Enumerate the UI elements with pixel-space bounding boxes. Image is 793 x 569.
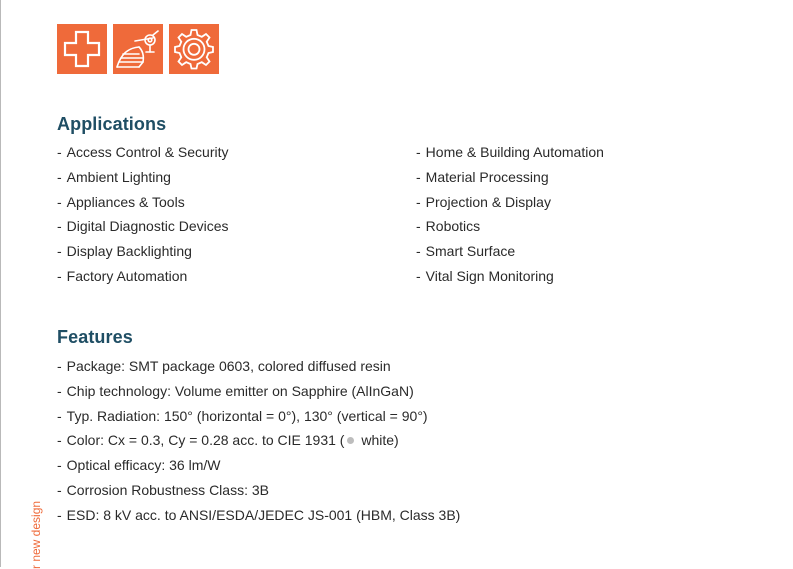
list-item: - Typ. Radiation: 150° (horizontal = 0°), 130° (vertical = 90°) xyxy=(57,407,428,424)
list-item: - Factory Automation xyxy=(57,267,188,284)
list-item: - Appliances & Tools xyxy=(57,193,185,210)
automotive-icon xyxy=(113,24,163,74)
list-item: - Access Control & Security xyxy=(57,144,229,160)
list-item: - Package: SMT package 0603, colored diffused resin xyxy=(57,358,391,374)
application-icons xyxy=(57,24,219,74)
white-color-dot-icon xyxy=(347,437,354,444)
list-item: - Optical efficacy: 36 lm/W xyxy=(57,457,221,474)
list-item: - Display Backlighting xyxy=(57,243,192,260)
list-item: - Smart Surface xyxy=(416,243,516,260)
applications-heading: Applications xyxy=(57,114,167,134)
list-item: - Corrosion Robustness Class: 3B xyxy=(57,481,269,498)
list-item: - Material Processing xyxy=(416,168,549,185)
list-item: - ESD: 8 kV acc. to ANSI/ESDA/JEDEC JS-001 (HBM, Class 3B) xyxy=(57,506,461,523)
features-list xyxy=(57,354,460,528)
applications-list-left xyxy=(57,140,229,289)
list-item: - Ambient Lighting xyxy=(57,168,171,185)
left-border-line xyxy=(0,0,1,567)
industrial-gear-icon xyxy=(169,24,219,74)
list-item: - Projection & Display xyxy=(416,193,551,210)
list-item: - Chip technology: Volume emitter on Sapphire (AlInGaN) xyxy=(57,382,414,399)
medical-cross-icon xyxy=(57,24,107,74)
list-item: - Vital Sign Monitoring xyxy=(416,267,554,284)
vertical-side-note: r new design xyxy=(29,500,43,569)
features-heading: Features xyxy=(57,327,133,347)
list-item: - Home & Building Automation xyxy=(416,144,604,160)
applications-list-right xyxy=(416,140,604,289)
list-item: - Color: Cx = 0.3, Cy = 0.28 acc. to CIE 1931 ( white) xyxy=(57,432,399,449)
list-item: - Digital Diagnostic Devices xyxy=(57,218,229,235)
list-item: - Robotics xyxy=(416,218,481,235)
